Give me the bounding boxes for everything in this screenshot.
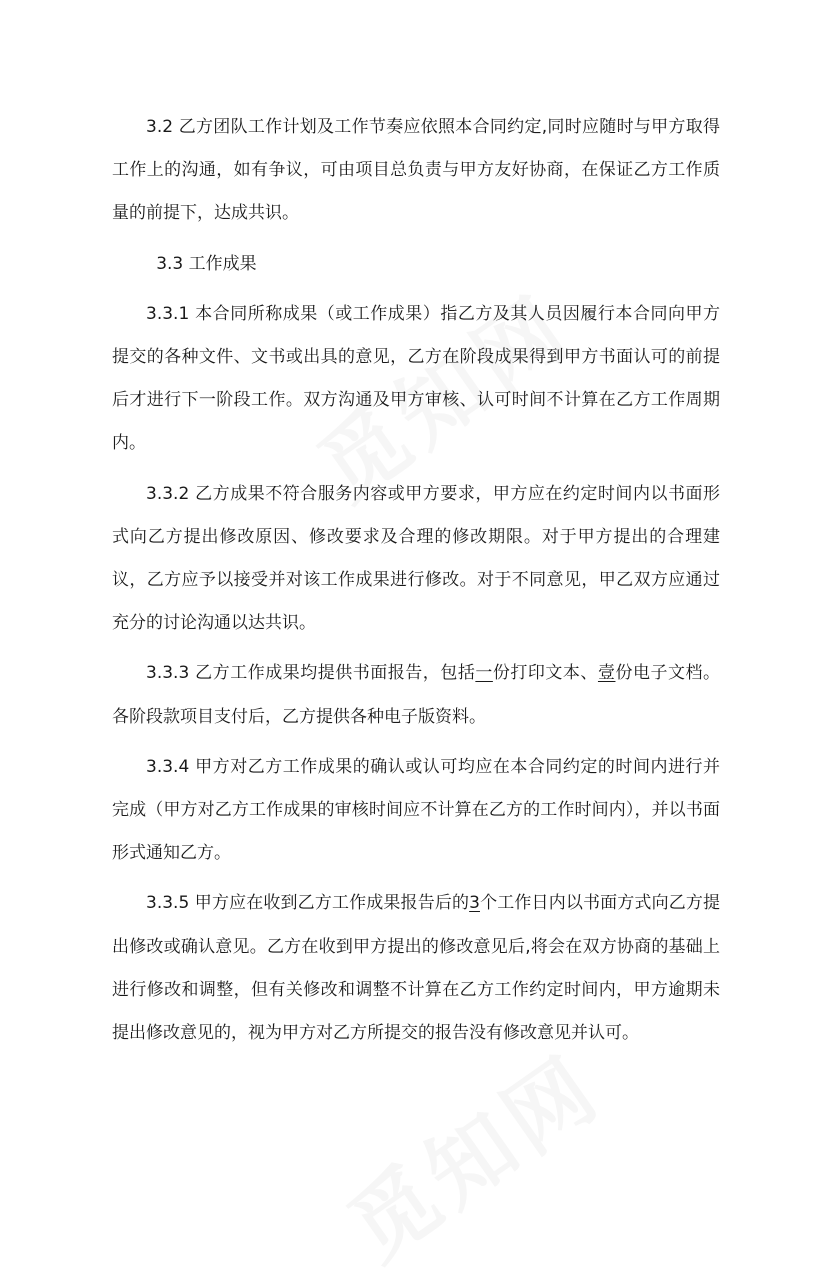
clause-text: 份电子文档。各阶段款项目支付后，乙方提供各种电子版资料。 bbox=[112, 663, 721, 727]
underlined-quantity: 3 bbox=[469, 893, 480, 914]
clause-text: 份打印文本、 bbox=[492, 663, 598, 684]
underlined-quantity: 壹 bbox=[597, 663, 616, 684]
clause-text: 3.3.5 甲方应在收到乙方工作成果报告后的 bbox=[146, 893, 470, 914]
clause-3-3-5 bbox=[112, 882, 720, 1055]
clause-text: 3.3.3 乙方工作成果均提供书面报告，包括 bbox=[146, 663, 476, 684]
clause-3-3-3 bbox=[112, 652, 720, 738]
clause-3-3-2: 3.3.2 乙方成果不符合服务内容或甲方要求，甲方应在约定时间内以书面形式向乙方提出修改原因、修改要求及合理的修改期限。对于甲方提出的合理建议，乙方应予以接受并对该工作成果进行修改。对于不同意见，甲乙双方应通过充分的讨论沟通以达共识。 bbox=[112, 483, 720, 634]
watermark bbox=[320, 1020, 622, 1283]
clause-3-3-1: 3.3.1 本合同所称成果（或工作成果）指乙方及其人员因履行本合同向甲方提交的各种文件、文书或出具的意见，乙方在阶段成果得到甲方书面认可的前提后才进行下一阶段工作。双方沟通及甲方审核、认可时间不计算在乙方工作周期内。 bbox=[112, 303, 720, 454]
underlined-quantity: 一 bbox=[475, 663, 493, 684]
clause-text: 个工作日内以书面方式向乙方提出修改或确认意见。乙方在收到甲方提出的修改意见后,将会在双方协商的基础上进行修改和调整，但有关修改和调整不计算在乙方工作约定时间内，甲方逾期未提出修改意见的，视为甲方对乙方所提交的报告没有修改意见并认可。 bbox=[112, 893, 721, 1044]
clause-3-2: 3.2 乙方团队工作计划及工作节奏应依照本合同约定,同时应随时与甲方取得工作上的沟通，如有争议，可由项目总负责与甲方友好协商，在保证乙方工作质量的前提下，达成共识。 bbox=[112, 117, 720, 224]
section-heading-3-3: 3.3 工作成果 bbox=[156, 253, 257, 274]
contract-body bbox=[112, 106, 720, 1055]
clause-3-3-4: 3.3.4 甲方对乙方工作成果的确认或认可均应在本合同约定的时间内进行并完成（甲方对乙方工作成果的审核时间应不计算在乙方的工作时间内），并以书面形式通知乙方。 bbox=[112, 756, 720, 864]
